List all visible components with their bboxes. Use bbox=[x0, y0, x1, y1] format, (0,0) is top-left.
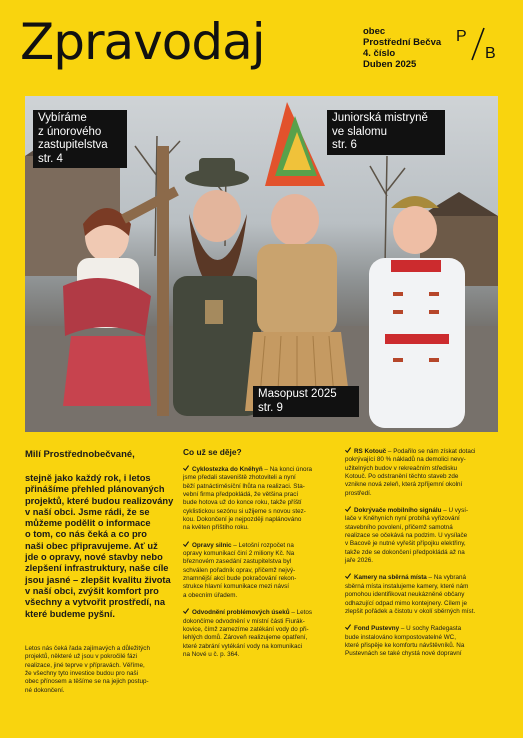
item-line: – Letošní rozpočet na bbox=[231, 541, 294, 549]
checkmark-icon bbox=[345, 506, 351, 512]
item-line: na květen příštího roku. bbox=[183, 524, 249, 532]
caption-line: zastupitelstva bbox=[38, 139, 108, 151]
masthead bbox=[0, 0, 523, 96]
lead-line: jde o opravy, nové stavby nebo bbox=[25, 552, 163, 563]
lead-line: naši obec připravujeme. Ať už bbox=[25, 540, 158, 551]
lead-line: přinášíme přehled plánovaných bbox=[25, 484, 165, 495]
editorial-column bbox=[25, 447, 174, 695]
intro-line: že všechny tyto investice budou pro naši bbox=[25, 669, 139, 677]
lead-line: které budeme pyšní. bbox=[25, 608, 115, 619]
item-line: – U vysí- bbox=[441, 507, 469, 515]
item-first-line bbox=[345, 447, 497, 456]
item-line: vznikne nová zeleň, která zpříjemní okolní bbox=[345, 481, 463, 489]
article-item-cyklostezka bbox=[183, 465, 333, 533]
intro-line: projektů, některé už jsou v pokročilé fázi bbox=[25, 653, 138, 661]
checkmark-icon bbox=[345, 573, 351, 579]
item-line: bude instalováno kompostovatelné WC, bbox=[345, 633, 456, 641]
item-line: a obecním úřadem. bbox=[183, 591, 238, 599]
item-line: březnovém zasedání zastupitelstva byl bbox=[183, 558, 292, 566]
newsletter-title: Zpravodaj bbox=[20, 13, 265, 71]
item-first-line bbox=[183, 608, 333, 617]
lead-line: stejně jako každý rok, i letos bbox=[25, 473, 151, 483]
caption-line: str. 4 bbox=[38, 152, 63, 165]
intro-line: obec přínosem a těšíme se na jejich postup- bbox=[25, 678, 149, 686]
intro-paragraph bbox=[25, 645, 171, 695]
lead-line: všechny a vytvořit prostředí, na bbox=[25, 597, 166, 608]
checkmark-icon bbox=[183, 608, 189, 614]
item-name: Dokrývače mobilního signálu bbox=[354, 507, 442, 515]
caption-line: ve slalomu bbox=[332, 125, 387, 138]
item-first-line bbox=[183, 465, 333, 474]
logo-letter-b: B bbox=[485, 45, 496, 62]
caption-line: Vybíráme bbox=[38, 112, 87, 124]
item-line: znamnější akcí bude pokračování rekon- bbox=[183, 575, 297, 583]
item-line: dokončíme odvodnění v místní části Fiurák- bbox=[183, 617, 305, 625]
item-line: vební firma předpokládá, že většina prací bbox=[183, 491, 299, 499]
item-line: pomohou identifikovat neukázněné občany bbox=[345, 591, 465, 599]
item-line: odhazující odpad mimo kontejnery. Cílem je bbox=[345, 599, 468, 607]
item-line: které přispěje ke komfortu návštěvníků. Na bbox=[345, 641, 465, 649]
item-line: – Na konci února bbox=[262, 466, 313, 473]
item-line: – Na vybraná bbox=[426, 574, 467, 582]
item-line: zlepšit pořádek a čistotu v okolí sběrných míst. bbox=[345, 607, 476, 615]
item-line: kou. Dokončení je nejpozději naplánováno bbox=[183, 516, 302, 524]
checkmark-icon bbox=[183, 541, 189, 547]
item-line: – Letos bbox=[289, 609, 313, 617]
item-line: realizace se očekává na podzim. U vysílače bbox=[345, 532, 468, 540]
caption-line: str. 6 bbox=[332, 139, 357, 151]
pb-logo bbox=[454, 26, 500, 62]
lead-line: jsou jasné – zlepšit kvalitu života bbox=[25, 574, 171, 585]
cover-photo bbox=[25, 96, 498, 432]
checkmark-icon bbox=[345, 447, 351, 453]
item-line: lehlých domů. Zároveň realizujeme opatření, bbox=[183, 634, 308, 642]
caption-line: Masopust 2025 bbox=[258, 388, 337, 400]
article-item-kamery bbox=[345, 573, 497, 616]
item-line: užitelných budov v rekreačním středisku bbox=[345, 464, 457, 472]
item-line: jsme předali staveniště zhotoviteli a nyní bbox=[183, 474, 296, 482]
item-line: sběrná místa instalujeme kamery, které nám bbox=[345, 582, 469, 590]
photo-caption-masopust[interactable] bbox=[253, 386, 359, 417]
issue-info bbox=[363, 26, 441, 70]
photo-caption-council[interactable] bbox=[33, 110, 127, 168]
issue-line: obec bbox=[363, 26, 386, 37]
article-item-fond-pustevny bbox=[345, 624, 497, 658]
item-line: pokrývající 80 % nákladů na demolici nevy- bbox=[345, 456, 466, 464]
article-item-rs-kotouc bbox=[345, 447, 497, 498]
item-line: Kotouč. Po odstranění těchto staveb zde bbox=[345, 473, 459, 481]
lead-line: můžeme podělit o informace bbox=[25, 518, 151, 529]
caption-line: z únorového bbox=[38, 125, 102, 138]
intro-line: realizace, jiné teprve v přípravách. Věříme, bbox=[25, 661, 145, 669]
lead-line: projektů, které budou realizovány bbox=[25, 495, 174, 506]
caption-line: str. 9 bbox=[258, 401, 283, 414]
item-line: bude hotova už do konce roku, takže příští bbox=[183, 499, 302, 507]
item-first-line bbox=[345, 506, 497, 515]
caption-line: Juniorská mistryně bbox=[332, 112, 428, 124]
section-heading: Co už se děje? bbox=[183, 447, 242, 457]
checkmark-icon bbox=[183, 465, 189, 471]
lead-line: v naší obci. Jsme rádi, že se bbox=[25, 506, 150, 517]
item-first-line bbox=[345, 573, 497, 582]
item-line: Pustevnách se také chystá nové dopravní bbox=[345, 650, 462, 658]
issue-line: Prostřední Bečva bbox=[363, 37, 442, 48]
lead-line: v naší obci, zvýšit komfort pro bbox=[25, 585, 159, 596]
article-item-opravy-silnic bbox=[183, 541, 333, 600]
item-line: běží patnáctiměsíční lhůta na realizaci. Sta- bbox=[183, 482, 305, 490]
logo-letter-p: P bbox=[456, 28, 467, 45]
greeting: Milí Prostřednobečvané, bbox=[25, 449, 135, 460]
item-name: Cyklostezka do Kněhyň bbox=[192, 466, 263, 473]
lead-line: o tom, co nás čeká a co pro bbox=[25, 529, 147, 540]
projects-column bbox=[345, 447, 497, 667]
item-line: na Nové u č. p. 364. bbox=[183, 650, 240, 658]
intro-line: né dokončení. bbox=[25, 686, 65, 694]
item-line: schválen pořadník oprav, přičemž nejvý- bbox=[183, 566, 296, 574]
item-line: v Bacově je nutné vyřešit přípojku elektřiny, bbox=[345, 540, 466, 548]
item-name: Opravy silnic bbox=[192, 541, 232, 549]
lead-paragraph bbox=[25, 473, 174, 620]
item-first-line bbox=[345, 624, 497, 633]
item-line: opravy komunikací činí 2 miliony Kč. Na bbox=[183, 550, 295, 558]
item-name: Odvodnění problémových úseků bbox=[192, 609, 290, 617]
item-line: – Podařilo se nám získat dotaci bbox=[386, 448, 476, 455]
issue-line: Duben 2025 bbox=[363, 59, 417, 70]
lead-line: zlepšení infrastruktury, naše cíle bbox=[25, 563, 169, 574]
checkmark-icon bbox=[345, 624, 351, 630]
intro-line: Letos nás čeká řada zajímavých a důležitých bbox=[25, 644, 150, 652]
item-name: Fond Pustevny bbox=[354, 625, 400, 633]
item-line: cyklistickou sezónu si užijeme s novou stez- bbox=[183, 507, 306, 515]
item-name: Kamery na sběrná místa bbox=[354, 574, 427, 582]
item-line: kovice, čímž zamezíme zatékání vody do při- bbox=[183, 625, 309, 633]
item-line: prostředí. bbox=[345, 489, 372, 497]
issue-line: 4. číslo bbox=[363, 48, 396, 59]
photo-caption-slalom[interactable] bbox=[327, 110, 445, 155]
item-line: takže zde se dokončení předpokládá až na bbox=[345, 548, 465, 556]
article-item-odvodneni bbox=[183, 608, 333, 659]
item-line: stavebního povolení, přičemž samotná bbox=[345, 523, 453, 531]
item-line: – U sochy Radegasta bbox=[399, 625, 462, 633]
item-line: jaře 2026. bbox=[345, 557, 374, 565]
item-line: strukce hlavní komunikace mezi návsí bbox=[183, 583, 290, 591]
item-line: které zabrání vytékání vody na komunikaci bbox=[183, 642, 303, 650]
item-line: lače v Kněhyních nyní probíhá vyřizování bbox=[345, 515, 460, 523]
item-first-line bbox=[183, 541, 333, 550]
article-item-dokryvace bbox=[345, 506, 497, 565]
item-name: RS Kotouč bbox=[354, 448, 387, 455]
whats-happening-column bbox=[183, 447, 333, 667]
